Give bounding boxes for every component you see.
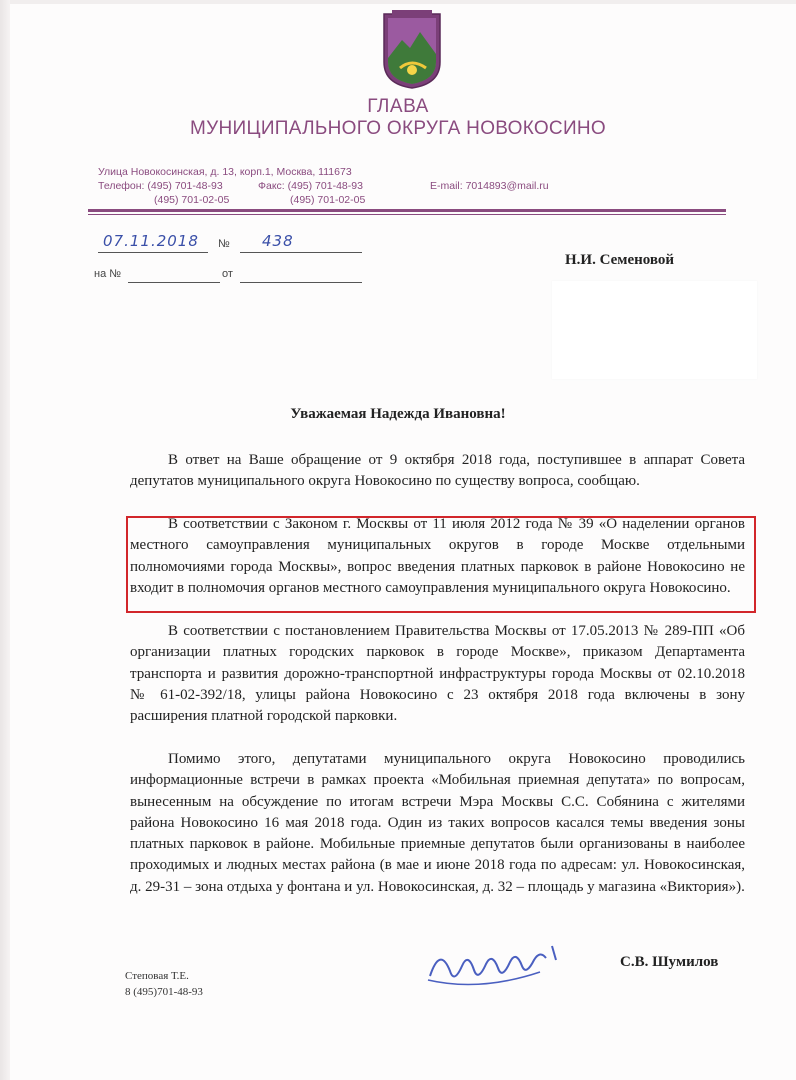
number-underline <box>240 252 362 253</box>
highlight-frame <box>126 516 756 613</box>
redacted-address-block <box>552 281 757 379</box>
letterhead-title: ГЛАВА <box>367 96 429 117</box>
paper-edge <box>0 0 10 1080</box>
body-paragraph-3: В соответствии с постановлением Правительства Москвы от 17.05.2013 № 289-ПП «Об организации платных городских парковок в городе Москве», приказом Департамента транспорта и развития дорожно-транспортной инфраструктуры города Москвы от 02.10.2018 № 61-02-392/18, улицы района Новокосино с 23 октября 2018 года включены в зону расширения платной городской парковки. <box>130 623 745 725</box>
reference-number-label: на № <box>94 268 122 280</box>
date-underline <box>98 252 208 253</box>
body-paragraph-2: В соответствии с Законом г. Москвы от 11 июля 2012 года № 39 «О наделении органов местного самоуправления муниципальных округов в городе Москве отдельными полномочиями города Москвы», вопрос введения платных парковок в районе Новокосино не входит в полномочия органов местного самоуправления муниципального округа Новокосино. <box>130 516 745 596</box>
letterhead-fax: Факс: (495) 701-48-93 <box>258 180 363 192</box>
reference-date-underline <box>240 282 362 283</box>
letterhead-phone: Телефон: (495) 701-48-93 <box>98 180 223 192</box>
body-paragraph-4: Помимо этого, депутатами муниципального округа Новокосино проводились информационные встречи в рамках проекта «Мобильная приемная депутата» по вопросам, вынесенным на обсуждение по итогам встречи Мэра Москвы С.С. Собянина с жителями района Новокосино 16 мая 2018 года. Один из таких вопросов касался темы введения зоны платных парковок в районе. Мобильные приемные депутатов были организованы в наиболее проходимых и людных местах района (в мае и июне 2018 года по адресам: ул. Новокосинская, д. 29-31 – зона отдыха у фонтана и ул. Новокосинская, д. 32 – площадь у магазина «Виктория»). <box>130 751 745 895</box>
executor-phone: 8 (495)701-48-93 <box>125 986 203 998</box>
letterhead-divider-thin <box>88 214 726 215</box>
letterhead-fax-2: (495) 701-02-05 <box>290 194 366 206</box>
reference-date-label: от <box>222 268 233 280</box>
salutation: Уважаемая Надежда Ивановна! <box>290 406 506 422</box>
outgoing-number: 438 <box>262 232 294 250</box>
letterhead-email: E-mail: 7014893@mail.ru <box>430 180 549 192</box>
body-paragraph-1: В ответ на Ваше обращение от 9 октября 2018 года, поступившее в аппарат Совета депутатов муниципального округа Новокосино по существу вопроса, сообщаю. <box>130 452 745 490</box>
outgoing-number-label: № <box>218 238 230 250</box>
letterhead-address: Улица Новокосинская, д. 13, корп.1, Москва, 111673 <box>98 166 352 178</box>
coat-of-arms-icon <box>380 10 444 90</box>
signer-name: С.В. Шумилов <box>620 954 719 970</box>
letterhead-subtitle: МУНИЦИПАЛЬНОГО ОКРУГА НОВОКОСИНО <box>189 118 607 139</box>
letterhead-divider <box>88 209 726 212</box>
outgoing-date: 07.11.2018 <box>103 232 199 250</box>
letterhead-phone-2: (495) 701-02-05 <box>154 194 230 206</box>
reference-number-underline <box>128 282 220 283</box>
recipient-name: Н.И. Семеновой <box>565 252 675 268</box>
executor-name: Степовая Т.Е. <box>125 970 189 982</box>
signature-icon <box>420 936 570 996</box>
